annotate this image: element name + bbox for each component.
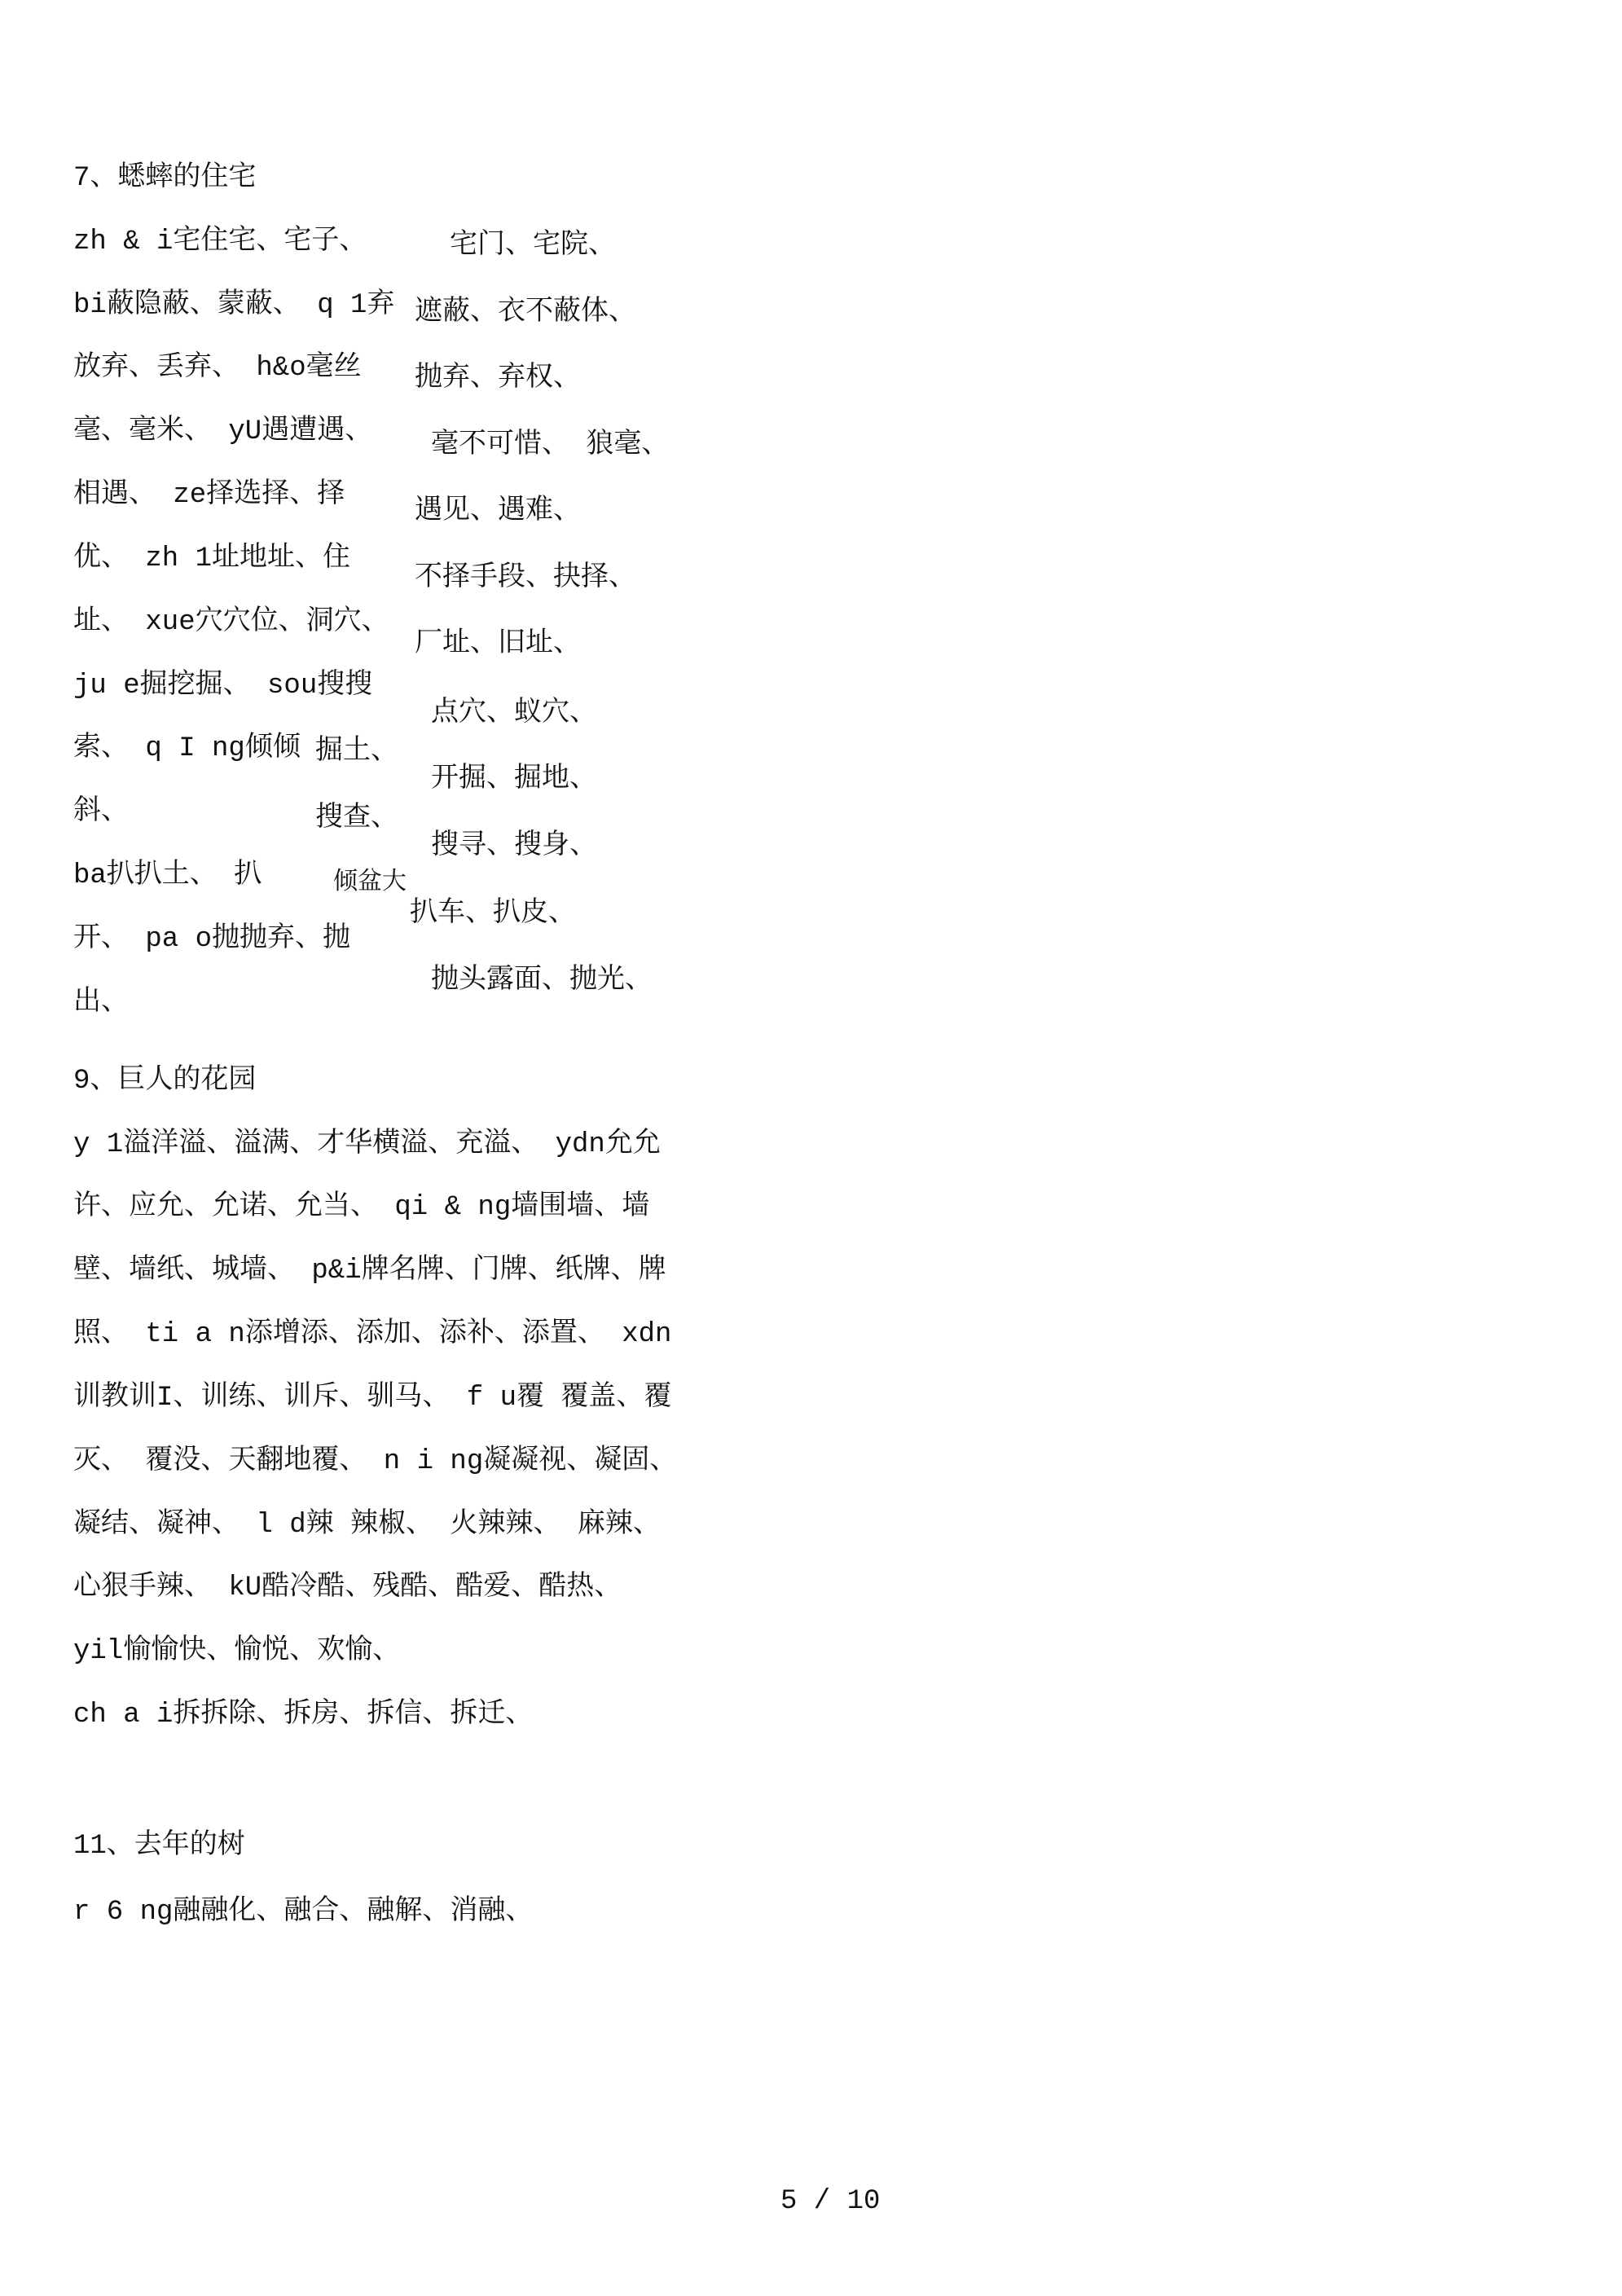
- text-line: 抛弃、弃权、: [415, 363, 581, 394]
- text-line: 索、 q I ng倾倾: [73, 733, 301, 764]
- text-line: zh & i宅住宅、宅子、: [73, 227, 367, 257]
- text-line: 毫、毫米、 yU遇遭遇、: [73, 416, 373, 447]
- text-line: 扒车、扒皮、: [410, 899, 576, 930]
- text-line: 心狠手辣、 kU酷冷酷、残酷、酷爱、酷热、: [73, 1572, 622, 1603]
- text-fragment: 倾盆大: [333, 869, 407, 897]
- text-line: 遇见、遇难、: [415, 496, 581, 527]
- text-line: ch a i拆拆除、拆房、拆信、拆迁、: [73, 1700, 534, 1731]
- text-line: bi蔽隐蔽、蒙蔽、 q 1弃: [73, 290, 395, 321]
- section-title: 11、去年的树: [73, 1831, 245, 1862]
- text-line: 出、: [73, 987, 129, 1018]
- text-line: 相遇、 ze择选择、择: [73, 480, 345, 511]
- text-line: 抛头露面、抛光、: [431, 965, 653, 996]
- section-title: 9、巨人的花园: [73, 1066, 257, 1097]
- text-line: 厂址、旧址、: [415, 629, 581, 660]
- text-fragment: 搜查、: [315, 803, 398, 834]
- text-line: 斜、: [73, 797, 129, 828]
- text-line: 凝结、凝神、 l d辣 辣椒、 火辣辣、 麻辣、: [73, 1510, 661, 1541]
- text-line: 开、 pa o抛抛弃、抛: [73, 924, 351, 955]
- text-line: r 6 ng融融化、融合、融解、消融、: [73, 1897, 534, 1928]
- page-number: 5 / 10: [780, 2186, 881, 2217]
- text-line: 许、应允、允诺、允当、 qi & ng墙围墙、墙: [73, 1192, 650, 1223]
- text-line: yil愉愉快、愉悦、欢愉、: [73, 1636, 401, 1667]
- text-line: 搜寻、搜身、: [431, 831, 597, 862]
- text-line: 放弃、丢弃、 h&o毫丝: [73, 353, 362, 384]
- text-line: 遮蔽、衣不蔽体、: [415, 297, 636, 328]
- text-line: ba扒扒土、 扒: [73, 860, 262, 891]
- text-line: 壁、墙纸、城墙、 p&i牌名牌、门牌、纸牌、牌: [73, 1256, 666, 1287]
- text-line: 址、 xue穴穴位、洞穴、: [73, 607, 389, 638]
- text-line: y 1溢洋溢、溢满、才华横溢、充溢、 ydn允允: [73, 1129, 661, 1160]
- text-line: 不择手段、抉择、: [415, 563, 636, 594]
- text-line: 点穴、蚁穴、: [431, 698, 597, 729]
- text-line: 开掘、掘地、: [431, 764, 597, 795]
- text-line: 毫不可惜、 狼毫、: [431, 430, 670, 461]
- text-line: 训教训I、训练、训斥、驯马、 f u覆 覆盖、覆: [73, 1383, 672, 1414]
- text-line: 灭、 覆没、天翻地覆、 n i ng凝凝视、凝固、: [73, 1446, 678, 1477]
- text-line: 宅门、宅院、: [450, 231, 616, 262]
- text-fragment: 掘土、: [315, 737, 398, 768]
- text-line: ju e掘挖掘、 sou搜搜: [73, 671, 373, 702]
- text-line: 照、 ti a n添增添、添加、添补、添置、 xdn: [73, 1319, 672, 1350]
- section-title: 7、蟋蟀的住宅: [73, 163, 257, 194]
- text-line: 优、 zh 1址地址、住: [73, 543, 351, 574]
